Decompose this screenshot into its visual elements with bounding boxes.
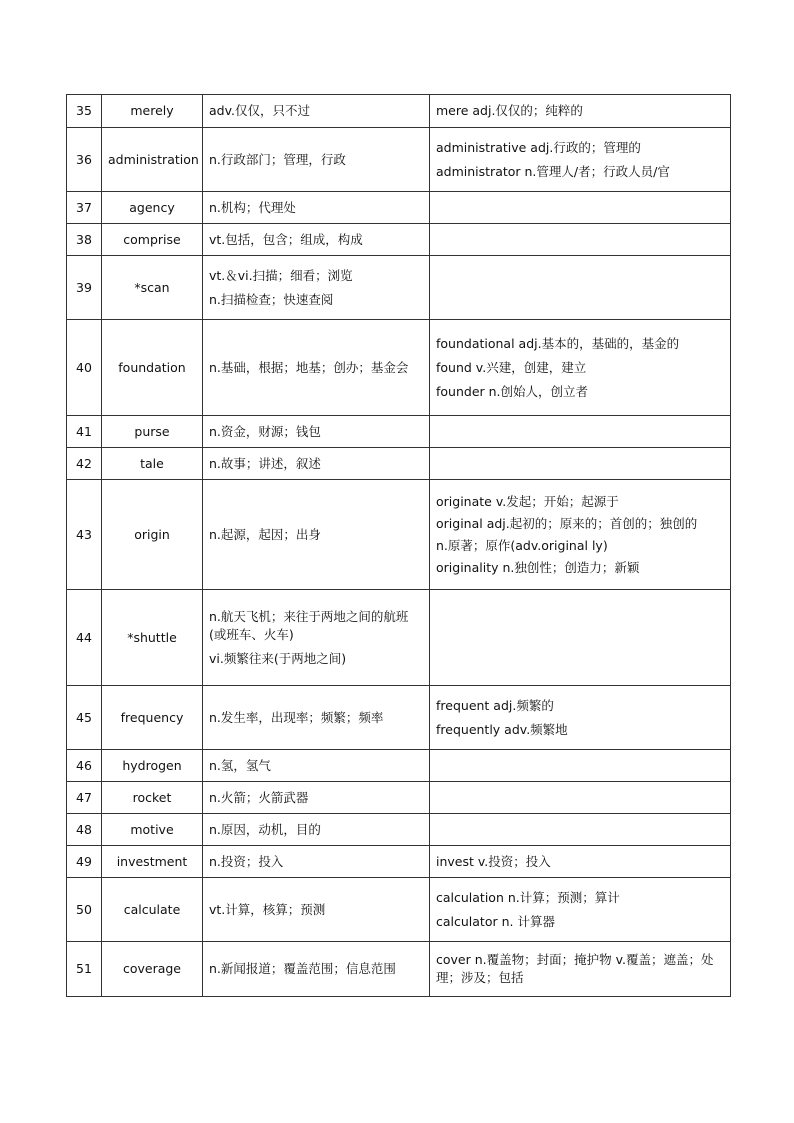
entry-word: administration — [102, 128, 203, 192]
entry-number: 36 — [67, 128, 102, 192]
meaning-line: n.发生率，出现率；频繁；频率 — [209, 709, 384, 725]
entry-number: 51 — [67, 942, 102, 997]
meaning-line: n.新闻报道；覆盖范围；信息范围 — [209, 961, 396, 976]
entry-number: 37 — [67, 192, 102, 224]
entry-derivatives — [430, 224, 731, 256]
entry-word: tale — [102, 448, 203, 480]
meaning-line: n.扫描检查；快速查阅 — [209, 291, 334, 307]
derivative-line: frequent adj.频繁的 — [436, 697, 554, 713]
derivative-line: invest v.投资；投入 — [436, 853, 551, 869]
meaning-line: n.基础，根据；地基；创办；基金会 — [209, 359, 409, 375]
entry-meaning — [203, 95, 430, 128]
entry-derivatives — [430, 942, 731, 997]
entry-word: rocket — [102, 782, 203, 814]
table-row — [67, 686, 731, 750]
meaning-line: n.行政部门；管理，行政 — [209, 151, 346, 167]
entry-derivatives — [430, 878, 731, 942]
entry-derivatives — [430, 480, 731, 590]
meaning-line: n.火箭；火箭武器 — [209, 789, 309, 805]
entry-number: 47 — [67, 782, 102, 814]
entry-word: comprise — [102, 224, 203, 256]
entry-number: 39 — [67, 256, 102, 320]
meaning-line: vt.计算，核算；预测 — [209, 901, 326, 917]
table-row — [67, 128, 731, 192]
vocabulary-table-body — [67, 95, 731, 997]
entry-meaning — [203, 480, 430, 590]
entry-derivatives — [430, 95, 731, 128]
table-row — [67, 942, 731, 997]
meaning-line: n.航天飞机；来往于两地之间的航班(或班车、火车) — [209, 608, 409, 642]
meaning-line: n.投资；投入 — [209, 853, 284, 869]
meaning-line: vt.包括，包含；组成，构成 — [209, 231, 363, 247]
entry-meaning — [203, 224, 430, 256]
entry-number: 35 — [67, 95, 102, 128]
table-row — [67, 416, 731, 448]
entry-word: calculate — [102, 878, 203, 942]
meaning-line: n.机构；代理处 — [209, 199, 296, 215]
entry-number: 49 — [67, 846, 102, 878]
entry-meaning — [203, 128, 430, 192]
entry-number: 44 — [67, 590, 102, 686]
entry-derivatives — [430, 590, 731, 686]
meaning-line: n.资金，财源；钱包 — [209, 423, 321, 439]
entry-meaning — [203, 782, 430, 814]
entry-word: investment — [102, 846, 203, 878]
entry-derivatives — [430, 814, 731, 846]
entry-derivatives — [430, 192, 731, 224]
meaning-line: n.故事；讲述，叙述 — [209, 455, 321, 471]
derivative-line: n.原著；原作(adv.original ly) — [436, 537, 608, 553]
vocabulary-table — [66, 94, 731, 997]
entry-word: agency — [102, 192, 203, 224]
entry-word: purse — [102, 416, 203, 448]
entry-meaning — [203, 256, 430, 320]
entry-derivatives — [430, 750, 731, 782]
entry-meaning — [203, 814, 430, 846]
entry-number: 45 — [67, 686, 102, 750]
derivative-line: mere adj.仅仅的；纯粹的 — [436, 103, 583, 118]
entry-number: 41 — [67, 416, 102, 448]
entry-derivatives — [430, 686, 731, 750]
table-row — [67, 590, 731, 686]
table-row — [67, 448, 731, 480]
meaning-line: vi.频繁往来(于两地之间) — [209, 650, 347, 666]
entry-derivatives — [430, 416, 731, 448]
table-row — [67, 192, 731, 224]
entry-word: foundation — [102, 320, 203, 416]
meaning-line: adv.仅仅，只不过 — [209, 103, 310, 118]
entry-word: *scan — [102, 256, 203, 320]
derivative-line: administrator n.管理人/者；行政人员/官 — [436, 163, 670, 179]
entry-word: merely — [102, 95, 203, 128]
entry-number: 40 — [67, 320, 102, 416]
table-row — [67, 224, 731, 256]
table-row — [67, 846, 731, 878]
entry-meaning — [203, 878, 430, 942]
entry-meaning — [203, 320, 430, 416]
meaning-line: n.起源，起因；出身 — [209, 526, 321, 542]
entry-meaning — [203, 750, 430, 782]
entry-derivatives — [430, 320, 731, 416]
entry-derivatives — [430, 782, 731, 814]
derivative-line: original adj.起初的；原来的；首创的；独创的 — [436, 515, 698, 531]
entry-word: origin — [102, 480, 203, 590]
derivative-line: originality n.独创性；创造力；新颖 — [436, 559, 640, 575]
table-row — [67, 320, 731, 416]
entry-meaning — [203, 686, 430, 750]
derivative-line: found v.兴建，创建，建立 — [436, 359, 587, 375]
entry-number: 42 — [67, 448, 102, 480]
derivative-line: originate v.发起；开始；起源于 — [436, 493, 619, 509]
derivative-line: calculator n. 计算器 — [436, 913, 555, 929]
table-row — [67, 95, 731, 128]
table-row — [67, 878, 731, 942]
entry-meaning — [203, 192, 430, 224]
derivative-line: cover n.覆盖物；封面；掩护物 v.覆盖；遮盖；处理；涉及；包括 — [436, 952, 714, 985]
derivative-line: calculation n.计算；预测；算计 — [436, 889, 620, 905]
table-row — [67, 256, 731, 320]
entry-meaning — [203, 590, 430, 686]
table-row — [67, 750, 731, 782]
entry-number: 38 — [67, 224, 102, 256]
meaning-line: n.原因，动机，目的 — [209, 821, 321, 837]
entry-meaning — [203, 416, 430, 448]
derivative-line: founder n.创始人，创立者 — [436, 383, 589, 399]
entry-derivatives — [430, 846, 731, 878]
table-row — [67, 480, 731, 590]
meaning-line: n.氢，氢气 — [209, 757, 271, 773]
entry-word: motive — [102, 814, 203, 846]
entry-word: frequency — [102, 686, 203, 750]
derivative-line: frequently adv.频繁地 — [436, 721, 568, 737]
meaning-line: vt.＆vi.扫描；细看；浏览 — [209, 267, 353, 283]
entry-number: 43 — [67, 480, 102, 590]
entry-word: coverage — [102, 942, 203, 997]
entry-derivatives — [430, 448, 731, 480]
entry-number: 50 — [67, 878, 102, 942]
entry-word: hydrogen — [102, 750, 203, 782]
table-row — [67, 814, 731, 846]
entry-derivatives — [430, 128, 731, 192]
entry-meaning — [203, 448, 430, 480]
entry-meaning — [203, 846, 430, 878]
entry-derivatives — [430, 256, 731, 320]
derivative-line: administrative adj.行政的；管理的 — [436, 139, 641, 155]
entry-word: *shuttle — [102, 590, 203, 686]
table-row — [67, 782, 731, 814]
entry-number: 48 — [67, 814, 102, 846]
derivative-line: foundational adj.基本的，基础的，基金的 — [436, 335, 680, 351]
entry-meaning — [203, 942, 430, 997]
entry-number: 46 — [67, 750, 102, 782]
